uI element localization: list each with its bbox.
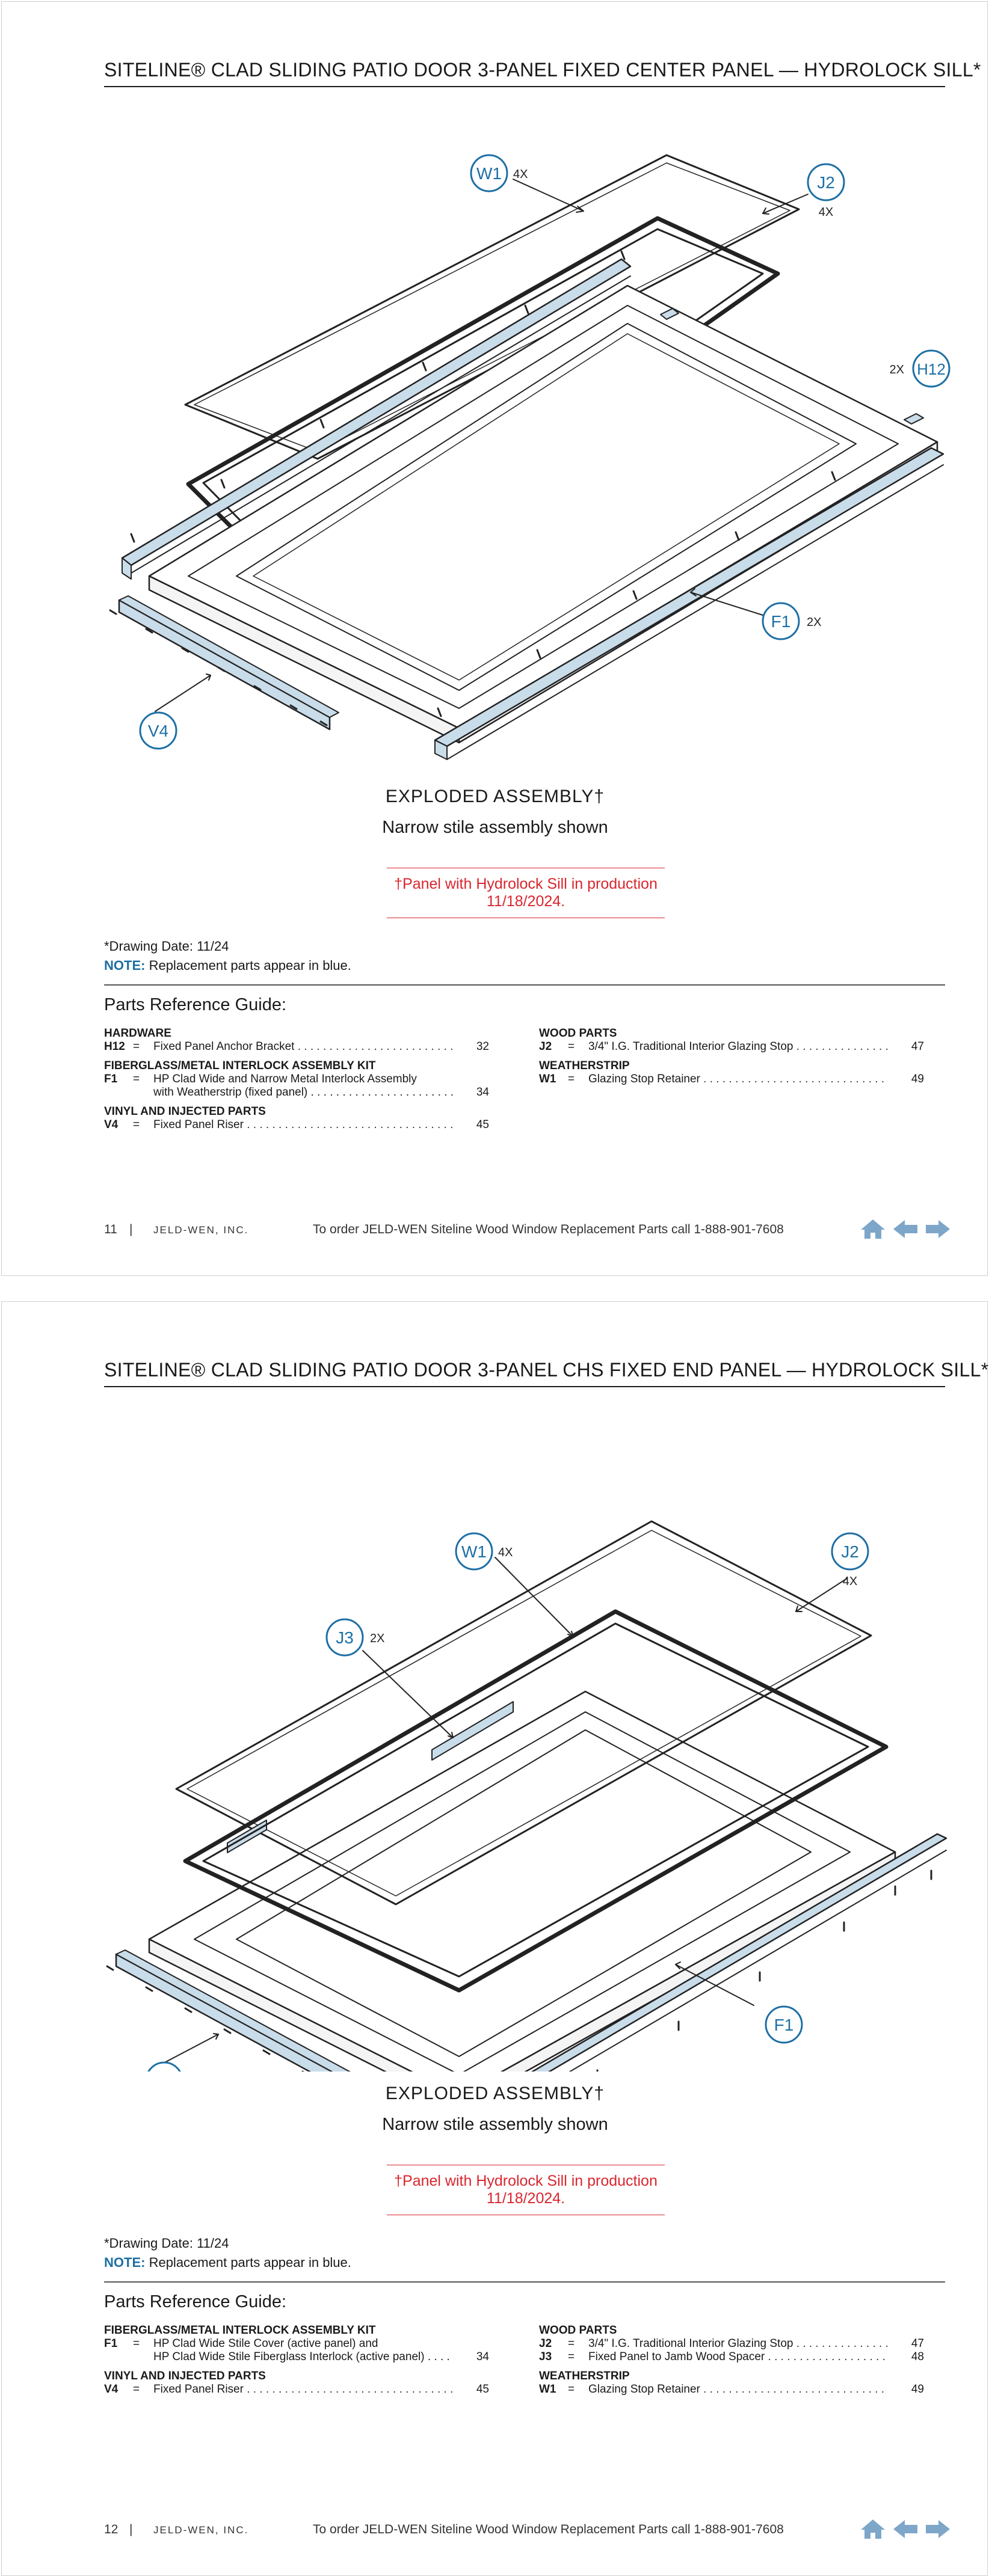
part-row-v4[interactable] — [104, 2383, 489, 2396]
leader-lines — [161, 1557, 847, 2064]
part-code: W1 — [539, 1073, 556, 1085]
callout-f1[interactable] — [766, 2007, 802, 2043]
callout-w1[interactable] — [471, 155, 528, 191]
equals-sign: = — [568, 2351, 575, 2363]
part-description: Glazing Stop Retainer . . . — [588, 2383, 888, 2396]
part-row-f1[interactable] — [104, 1073, 489, 1099]
page-title: SITELINE® CLAD SLIDING PATIO DOOR 3-PANEL CHS FIXED END PANEL — HYDROLOCK SILL* — [104, 1359, 989, 1381]
equals-sign: = — [568, 1040, 575, 1053]
part-description: Fixed Panel to Jamb Wood Spacer . . . — [588, 2351, 888, 2364]
part-code: V4 — [104, 2383, 119, 2396]
wood-spacers — [227, 1702, 513, 1853]
part-description: 3/4" I.G. Traditional Interior Glazing Stop . . . — [588, 1040, 888, 1053]
part-code: F1 — [104, 2337, 118, 2350]
order-text: To order JELD-WEN Siteline Wood Window Replacement Parts call 1-888-901-7608 — [313, 1222, 784, 1236]
order-text: To order JELD-WEN Siteline Wood Window Replacement Parts call 1-888-901-7608 — [313, 2522, 784, 2536]
production-note: †Panel with Hydrolock Sill in production 11/18/2024. — [387, 868, 665, 918]
part-code: V4 — [104, 1118, 119, 1131]
note-label: NOTE: — [104, 958, 146, 973]
previous-page-icon[interactable] — [892, 2518, 919, 2541]
svg-text:2X: 2X — [807, 616, 822, 629]
footer-separator: | — [129, 1222, 133, 1236]
part-description: 3/4" I.G. Traditional Interior Glazing Stop . . . — [588, 2337, 888, 2351]
category-hardware: HARDWARE — [104, 1027, 171, 1040]
parts-column-right — [539, 2324, 924, 2396]
title-rule — [104, 1386, 945, 1387]
callout-h12[interactable] — [890, 351, 949, 387]
equals-sign: = — [133, 1118, 140, 1131]
category-wood: WOOD PARTS — [539, 1027, 617, 1040]
company-name: JELD-WEN, INC. — [153, 2524, 249, 2536]
part-page: 47 — [911, 1040, 924, 1053]
equals-sign: = — [568, 1073, 575, 1085]
part-description: Fixed Panel Anchor Bracket . . . — [153, 1040, 453, 1053]
category-weatherstrip: WEATHERSTRIP — [539, 2370, 630, 2382]
part-page: 48 — [911, 2351, 924, 2363]
part-code: H12 — [104, 1040, 125, 1053]
part-page: 45 — [476, 2383, 489, 2396]
page-footer — [104, 2522, 784, 2537]
callout-j2[interactable] — [832, 1533, 868, 1588]
part-description-line2: HP Clad Wide Stile Fiberglass Interlock (active panel) . . . — [153, 2351, 453, 2364]
category-vinyl: VINYL AND INJECTED PARTS — [104, 1105, 266, 1118]
parts-guide-title: Parts Reference Guide: — [104, 2292, 287, 2311]
part-code: F1 — [104, 1073, 118, 1085]
part-row-v4[interactable] — [104, 1118, 489, 1132]
callout-w1[interactable] — [456, 1533, 513, 1569]
callout-j2[interactable] — [808, 164, 844, 219]
part-description: HP Clad Wide Stile Cover (active panel) and — [153, 2337, 378, 2350]
part-page: 34 — [476, 2351, 489, 2363]
part-description: Fixed Panel Riser . . . — [153, 1118, 453, 1132]
note-label: NOTE: — [104, 2255, 146, 2270]
part-page: 45 — [476, 1118, 489, 1131]
part-row-w1[interactable] — [539, 1073, 924, 1086]
glass-pane — [176, 1521, 871, 1904]
part-description: HP Clad Wide and Narrow Metal Interlock Assembly — [153, 1073, 417, 1085]
svg-text:F1: F1 — [774, 2016, 794, 2034]
svg-text:4X: 4X — [513, 168, 528, 181]
category-wood: WOOD PARTS — [539, 2324, 617, 2337]
equals-sign: = — [133, 1073, 140, 1085]
part-page: 34 — [476, 1086, 489, 1099]
next-page-icon[interactable] — [924, 2518, 952, 2541]
nav-buttons — [859, 2518, 952, 2541]
callout-v4[interactable] — [140, 713, 176, 749]
note-text: Replacement parts appear in blue. — [149, 958, 351, 973]
parts-column-left — [104, 1027, 489, 1132]
svg-text:4X: 4X — [842, 1575, 858, 1588]
assembly-title: EXPLODED ASSEMBLY† — [385, 2084, 605, 2103]
replacement-note — [104, 2255, 351, 2271]
home-icon[interactable] — [859, 2518, 887, 2541]
svg-text:F1: F1 — [771, 612, 791, 631]
part-row-j2[interactable] — [539, 1040, 924, 1053]
svg-text:4X: 4X — [498, 1546, 513, 1559]
svg-text:J2: J2 — [817, 173, 835, 192]
svg-text:V4: V4 — [147, 722, 169, 740]
svg-text:H12: H12 — [917, 360, 946, 378]
drawing-date: *Drawing Date: 11/24 — [104, 939, 229, 954]
exploded-assembly-drawing — [98, 1398, 952, 2072]
svg-text:J2: J2 — [841, 1542, 859, 1561]
fixed-panel-riser — [116, 1950, 363, 2072]
equals-sign: = — [568, 2337, 575, 2350]
assembly-subtitle: Narrow stile assembly shown — [382, 818, 608, 837]
title-rule — [104, 86, 945, 87]
page-number: 12 — [104, 2522, 119, 2536]
part-code: W1 — [539, 2383, 556, 2396]
svg-text:J3: J3 — [336, 1628, 354, 1647]
equals-sign: = — [568, 2383, 575, 2396]
category-interlock-kit: FIBERGLASS/METAL INTERLOCK ASSEMBLY KIT — [104, 1060, 376, 1072]
page-number: 11 — [104, 1222, 117, 1236]
company-name: JELD-WEN, INC. — [153, 1224, 249, 1236]
drawing-date: *Drawing Date: 11/24 — [104, 2236, 229, 2251]
part-page: 47 — [911, 2337, 924, 2350]
section-rule — [104, 984, 945, 986]
replacement-note — [104, 958, 351, 974]
part-code: J2 — [539, 2337, 552, 2350]
callout-v4[interactable] — [146, 2062, 182, 2072]
part-page: 49 — [911, 2383, 924, 2396]
category-interlock-kit: FIBERGLASS/METAL INTERLOCK ASSEMBLY KIT — [104, 2324, 376, 2337]
part-description-line2: with Weatherstrip (fixed panel) . . . — [153, 1086, 453, 1099]
parts-column-right — [539, 1027, 924, 1086]
assembly-title: EXPLODED ASSEMBLY† — [385, 787, 605, 806]
part-code: J3 — [539, 2351, 552, 2363]
part-code: J2 — [539, 1040, 552, 1053]
callout-f1[interactable] — [763, 603, 821, 639]
svg-text:W1: W1 — [461, 1542, 487, 1561]
svg-text:2X: 2X — [889, 363, 904, 376]
home-icon[interactable] — [859, 1218, 887, 1240]
assembly-subtitle: Narrow stile assembly shown — [382, 2115, 608, 2134]
previous-page-icon[interactable] — [892, 1218, 919, 1240]
part-row-j2[interactable] — [539, 2337, 924, 2351]
equals-sign: = — [133, 2383, 140, 2396]
part-row-j3[interactable] — [539, 2351, 924, 2364]
production-note: †Panel with Hydrolock Sill in production 11/18/2024. — [387, 2165, 665, 2215]
svg-text:2X: 2X — [370, 1632, 385, 1645]
part-description: Fixed Panel Riser . . . — [153, 2383, 453, 2396]
part-row-f1[interactable] — [104, 2337, 489, 2364]
page-title: SITELINE® CLAD SLIDING PATIO DOOR 3-PANEL FIXED CENTER PANEL — HYDROLOCK SILL* — [104, 59, 981, 81]
page-12 — [1, 1301, 988, 2576]
next-page-icon[interactable] — [924, 1218, 952, 1240]
category-vinyl: VINYL AND INJECTED PARTS — [104, 2370, 266, 2382]
equals-sign: = — [133, 1040, 140, 1053]
svg-text:W1: W1 — [476, 164, 502, 183]
part-page: 32 — [476, 1040, 489, 1053]
equals-sign: = — [133, 2337, 140, 2350]
page-11 — [1, 1, 988, 1276]
part-row-h12[interactable] — [104, 1040, 489, 1053]
parts-guide-title: Parts Reference Guide: — [104, 995, 287, 1014]
parts-column-left — [104, 2324, 489, 2396]
part-row-w1[interactable] — [539, 2383, 924, 2396]
note-text: Replacement parts appear in blue. — [149, 2255, 351, 2270]
category-weatherstrip: WEATHERSTRIP — [539, 1060, 630, 1072]
exploded-assembly-drawing — [98, 98, 952, 771]
part-page: 49 — [911, 1073, 924, 1085]
section-rule — [104, 2281, 945, 2283]
callout-j3[interactable] — [327, 1619, 384, 1655]
footer-separator: | — [129, 2522, 133, 2536]
svg-text:4X: 4X — [818, 206, 834, 219]
part-description: Glazing Stop Retainer . . . — [588, 1073, 888, 1086]
nav-buttons — [859, 1218, 952, 1240]
page-footer — [104, 1222, 784, 1237]
